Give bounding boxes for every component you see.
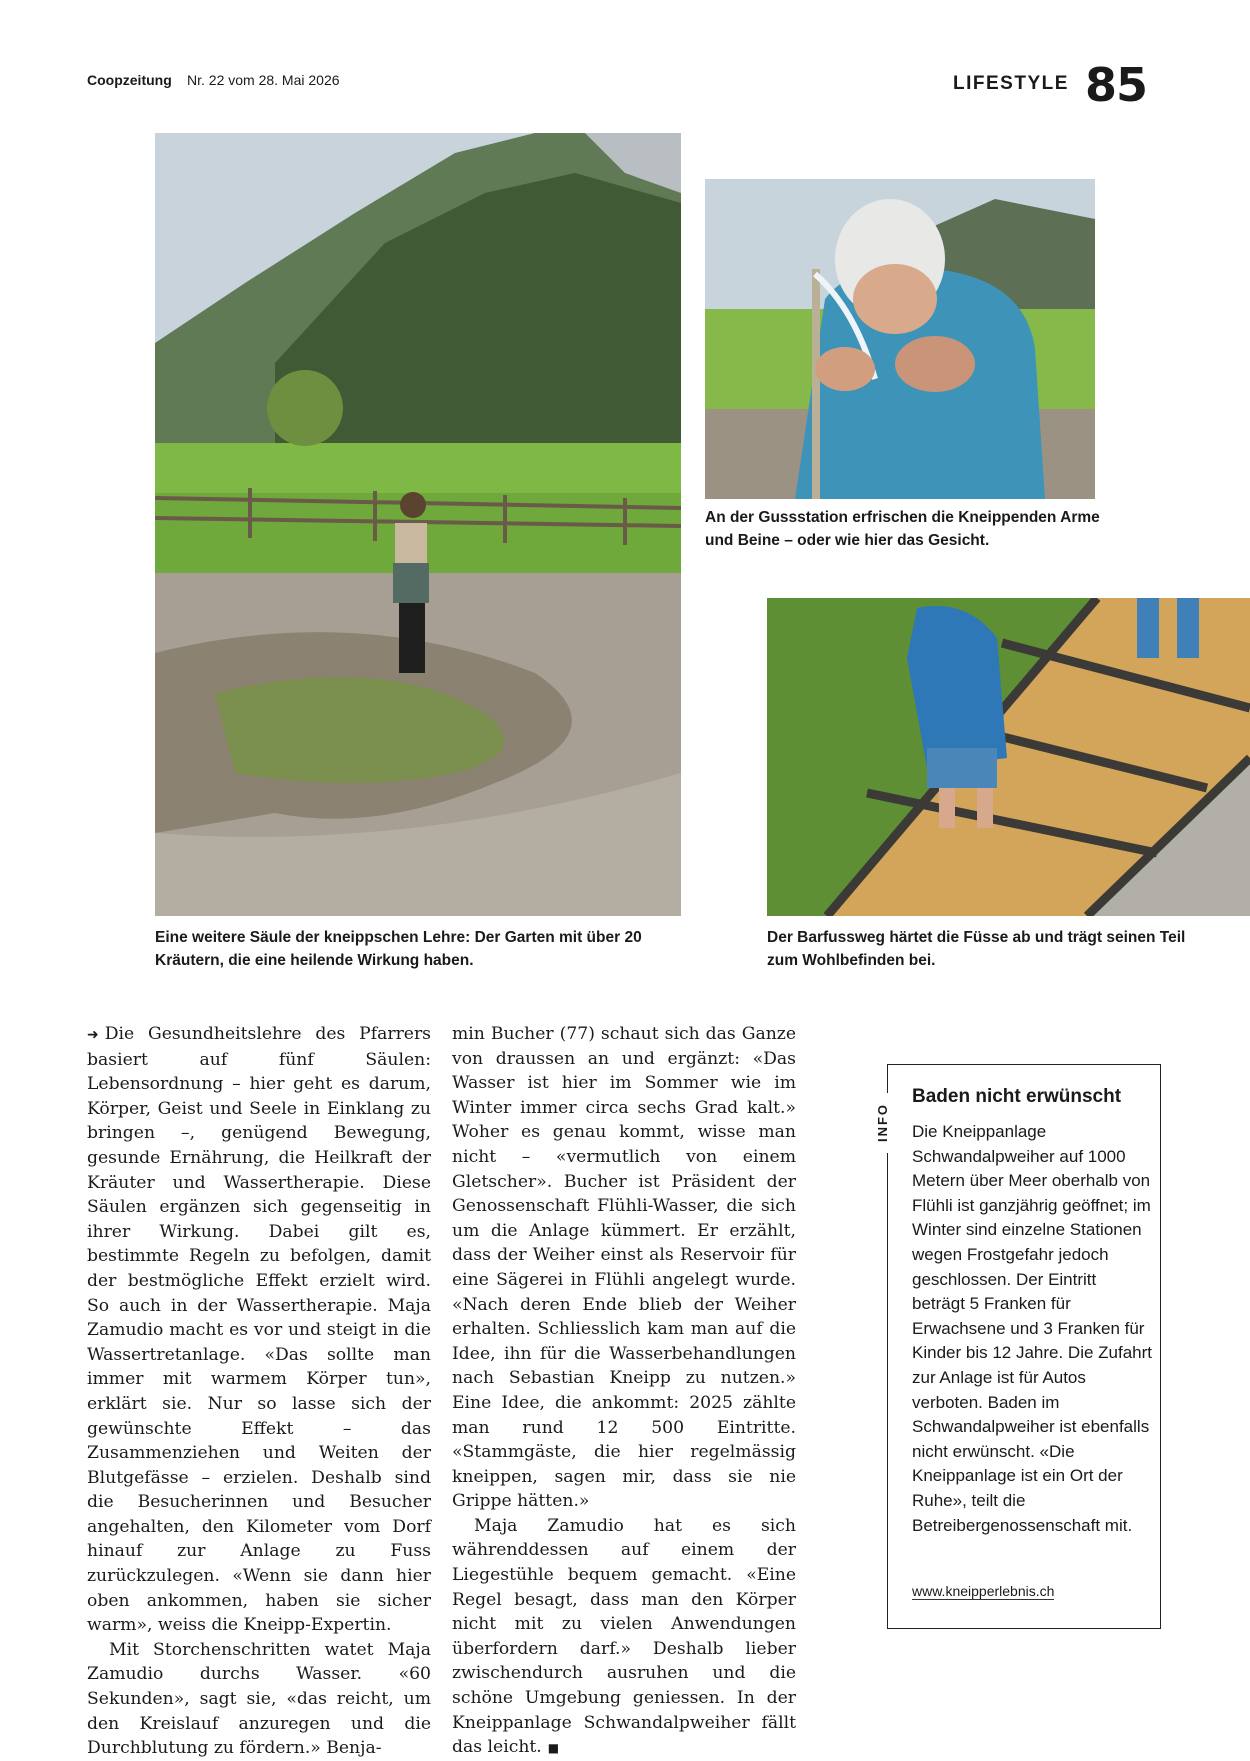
article-column-1 — [87, 1022, 431, 1761]
garden-photo — [155, 133, 681, 916]
info-link[interactable]: www.kneipperlebnis.ch — [912, 1583, 1055, 1599]
barefoot-path-caption: Der Barfussweg härtet die Füsse ab und trägt seinen Teil zum Wohlbefinden bei. — [767, 929, 1186, 969]
info-tab: INFO — [871, 1093, 903, 1153]
garden-caption: Eine weitere Säule der kneippschen Lehre: Der Garten mit über 20 Kräutern, die eine heilende Wirkung haben. — [155, 929, 642, 969]
article-paragraph: Die Gesundheitslehre des Pfarrers basiert auf fünf Säulen: Lebensordnung – hier geht es darum, Körper, Geist und Seele in Einklang zu bringen –, genügend Bewegung, gesunde Ernährung, die Heilkraft der Kräuter und Wassertherapie. Diese Säulen ergänzen sich gegenseitig in ihrer Wirkung. Dabei gilt es, bestimmte Regeln zu befolgen, damit der bestmögliche Effekt erzielt wird. So auch in der Wassertherapie. Maja Zamudio macht es vor und steigt in die Wassertretanlage. «Das sollte man immer mit warmem Körper tun», erklärt sie. Nur so lasse sich der gewünschte Effekt – das Zusammenziehen und Weiten der Blutgefässe – erzielen. Deshalb sind die Besucherinnen und Besucher angehalten, den Kilometer vom Dorf hinauf zur Anlage zu Fuss zurückzulegen. «Wenn sie dann hier oben ankommen, haben sie sicher warm», weiss die Kneipp-Expertin. — [87, 1024, 431, 1636]
barefoot-path-photo — [767, 598, 1250, 916]
info-body: Die Kneippanlage Schwandalpweiher auf 1000 Metern über Meer oberhalb von Flühli ist ganzjährig geöffnet; im Winter sind einzelne Stationen wegen Frostgefahr jedoch geschlossen. Der Eintritt beträgt 5 Franken für Erwachsene und 3 Franken für Kinder bis 12 Jahre. Die Zufahrt zur Anlage ist für Autos verboten. Baden im Schwandalpweiher ist ebenfalls nicht erwünscht. «Die Kneippanlage ist ein Ort der Ruhe», teilt die Betreibergenossenschaft mit. — [912, 1122, 1153, 1535]
article-paragraph: min Bucher (77) schaut sich das Ganze von draussen an und ergänzt: «Das Wasser ist hier im Sommer wie im Winter immer circa sechs Grad kalt.» Woher es genau kommt, wisse man nicht – «vermutlich von einem Gletscher». Bucher ist Präsident der Genossenschaft Flühli-Wasser, die sich um die Anlage kümmert. Er erzählt, dass der Weiher einst als Reservoir für eine Sägerei in Flühli angelegt wurde. «Nach deren Ende blieb der Weiher erhalten. Schliesslich kam man auf die Idee, ihn für die Wasserbehandlungen nach Sebastian Kneipp zu nutzen.» Eine Idee, die ankommt: 2025 zählte man rund 12 500 Eintritte. «Stammgäste, die hier regelmässig kneippen, sagen mir, dass sie nie Grippe hätten.» — [452, 1024, 796, 1512]
article-paragraph: Maja Zamudio hat es sich währenddessen auf einem der Liegestühle bequem gemacht. «Eine Regel besagt, dass man den Körper nicht mit zu vielen Anwendungen überfordern darf.» Deshalb lieber zwischendurch ausruhen und die schöne Umgebung geniessen. In der Kneippanlage Schwandalpweiher fällt das leicht. — [452, 1515, 796, 1758]
arrow-right-icon: ➜ — [87, 1027, 99, 1043]
article-column-2 — [452, 1022, 796, 1761]
section-title: LIFESTYLE — [953, 73, 1069, 94]
guss-station-photo — [705, 179, 1095, 499]
info-title: Baden nicht erwünscht — [912, 1086, 1122, 1107]
article-paragraph: Mit Storchenschritten watet Maja Zamudio durchs Wasser. «60 Sekunden», sagt sie, «das reicht, um den Kreislauf anzuregen und die Durchblutung zu fördern.» Benja- — [87, 1639, 431, 1759]
end-square-icon: ■ — [547, 1741, 560, 1756]
issue-line: Nr. 22 vom 28. Mai 2026 — [187, 72, 340, 88]
guss-station-caption: An der Gussstation erfrischen die Kneippenden Arme und Beine – oder wie hier das Gesicht. — [705, 509, 1100, 549]
page-number: 85 — [1085, 58, 1148, 112]
publication-name: Coopzeitung — [87, 72, 172, 88]
